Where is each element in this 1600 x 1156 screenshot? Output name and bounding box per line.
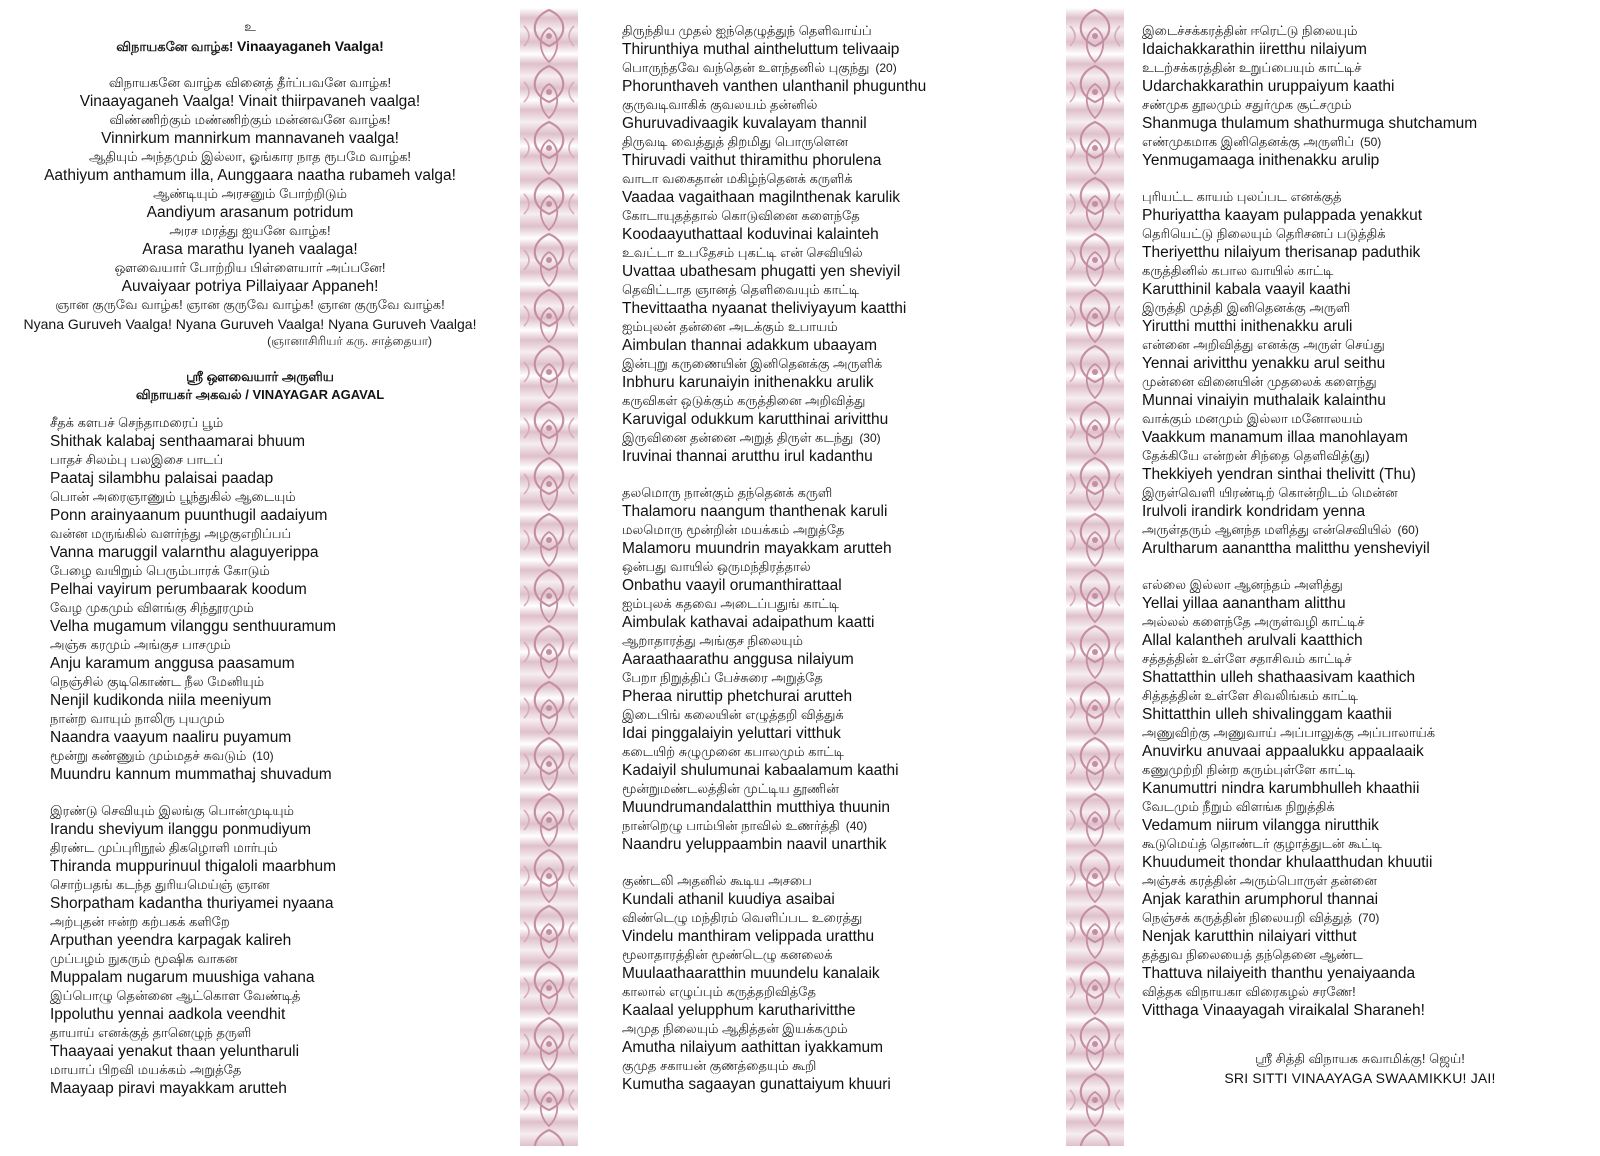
- verse-text-ta: குருவடிவாகிக் குவலயம் தன்னில்: [622, 97, 818, 112]
- verse-number: (70): [1358, 911, 1380, 925]
- stanza: [1142, 188, 1582, 558]
- verse-line-ta: [622, 207, 1062, 226]
- invocation-line-ta: ஆண்டியும் அரசனும் போற்றிடும்: [153, 186, 347, 201]
- verse-text-ta: இடைபிங் கலையின் எழுத்தறி வித்துக்: [622, 707, 844, 722]
- verse-text-ta: என்னை அறிவித்து எனக்கு அருள் செய்து: [1142, 337, 1385, 352]
- verse-line-en: Thekkiyeh yendran sinthai thelivitt (Thu): [1142, 465, 1416, 483]
- verse-text-ta: பொருந்தவே வந்தென் உளந்தனில் புகுந்து: [622, 60, 870, 75]
- verse-line-en: Iruvinai thannai arutthu irul kadanthu: [622, 447, 873, 465]
- closing-salutation: [1140, 1050, 1580, 1087]
- verse-text-ta: தலமொரு நான்கும் தந்தெனக் கருளி: [622, 485, 833, 500]
- verse-line-en: Paataj silambhu palaisai paadap: [50, 469, 274, 487]
- verse-line-en: Aimbulak kathavai adaipathum kaatti: [622, 613, 875, 631]
- verse-text-ta: கணுமுற்றி நின்ற கரும்புள்ளே காட்டி: [1142, 762, 1356, 777]
- invocation-line-ta: அரச மரத்து ஐயனே வாழ்க!: [169, 223, 331, 238]
- verse-line-ta: [50, 710, 510, 729]
- verse-line-ta: [1142, 373, 1582, 392]
- verse-line-en: Muundrumandalatthin mutthiya thuunin: [622, 798, 890, 816]
- verse-line-ta: [622, 1020, 1062, 1039]
- verse-line-en: Uvattaa ubathesam phugatti yen sheviyil: [622, 262, 901, 280]
- verse-line-ta: [622, 521, 1062, 540]
- verse-line-ta: [622, 558, 1062, 577]
- verse-text-ta: முன்னை வினையின் முதலைக் களைந்து: [1142, 374, 1377, 389]
- verse-text-ta: இடைச்சக்கரத்தின் ஈரெட்டு நிலையும்: [1142, 23, 1358, 38]
- verse-text-ta: பொன் அரைஞாணும் பூந்துகில் ஆடையும்: [50, 489, 296, 504]
- verse-text-ta: வேடமும் நீறும் விளங்க நிறுத்திக்: [1142, 799, 1335, 814]
- ornament-pattern-left: [520, 8, 578, 1146]
- verse-line-ta: [50, 1024, 510, 1043]
- verse-line-en: Aaraathaarathu anggusa nilaiyum: [622, 650, 854, 668]
- verse-line-en: Yenmugamaaga inithenakku arulip: [1142, 151, 1380, 169]
- verse-line-ta: [1142, 225, 1582, 244]
- verse-line-ta: [1142, 650, 1582, 669]
- verse-line-ta: [50, 414, 510, 433]
- verse-line-en: Kadaiyil shulumunai kabaalamum kaathi: [622, 761, 899, 779]
- verse-text-ta: உடற்சக்கரத்தின் உறுப்பையும் காட்டிச்: [1142, 60, 1362, 75]
- verse-column-1: [50, 414, 510, 1116]
- verse-line-en: Naandra vaayum naaliru puyamum: [50, 728, 292, 746]
- ornament-pattern-right: [1066, 8, 1124, 1146]
- verse-line-ta: [1142, 262, 1582, 281]
- verse-text-ta: ஐம்புலக் கதவை அடைப்பதுங் காட்டி: [622, 596, 839, 611]
- verse-line-en: Phuriyattha kaayam pulappada yenakkut: [1142, 206, 1423, 224]
- verse-line-ta: [1142, 946, 1582, 965]
- verse-line-en: Kundali athanil kuudiya asaibai: [622, 890, 835, 908]
- verse-line-en: Karutthinil kabala vaayil kaathi: [1142, 280, 1351, 298]
- invocation-lines: [10, 74, 490, 333]
- verse-line-ta: [622, 22, 1062, 41]
- invocation-line-en: Arasa marathu Iyaneh vaalaga!: [142, 240, 358, 258]
- verse-line-en: Anuvirku anuvaai appaalukku appaalaaik: [1142, 742, 1424, 760]
- verse-line-en: Idai pinggalaiyin yeluttari vitthuk: [622, 724, 841, 742]
- verse-line-en: Udarchakkarathin uruppaiyum kaathi: [1142, 77, 1395, 95]
- stanza: [622, 484, 1062, 854]
- verse-line-ta: [50, 488, 510, 507]
- verse-line-ta: [1142, 761, 1582, 780]
- verse-line-en: Irandu sheviyum ilanggu ponmudiyum: [50, 820, 312, 838]
- closing-ta: ஸ்ரீ சித்தி விநாயக சுவாமிக்கு! ஜெய்!: [1255, 1051, 1465, 1066]
- verse-line-ta: [622, 946, 1062, 965]
- verse-line-ta: [1142, 484, 1582, 503]
- verse-text-ta: அருள்தரும் ஆனந்த மளித்து என்செவியில்: [1142, 522, 1392, 537]
- verse-line-ta: [622, 909, 1062, 928]
- decorative-border-left: [520, 8, 578, 1146]
- invocation-line-en: Vinaayaganeh Vaalga! Vinait thiirpavaneh vaalga!: [79, 92, 421, 110]
- verse-line-ta: [50, 802, 510, 821]
- verse-text-ta: அணுவிற்கு அணுவாய் அப்பாலுக்கு அப்பாலாய்க்: [1142, 725, 1436, 740]
- stanza: [50, 414, 510, 784]
- verse-text-ta: வாடா வகைதான் மகிழ்ந்தெனக் கருளிக்: [622, 171, 853, 186]
- verse-text-ta: நான்றெழு பாம்பின் நாவில் உணர்த்தி: [622, 818, 840, 833]
- verse-text-ta: தேக்கியே என்றன் சிந்தை தெளிவித்(து): [1142, 448, 1370, 463]
- verse-line-ta: [622, 706, 1062, 725]
- verse-line-ta: [50, 636, 510, 655]
- verse-line-en: Thirunthiya muthal aintheluttum telivaaip: [622, 40, 900, 58]
- verse-line-ta: [1142, 909, 1582, 928]
- verse-line-en: Shanmuga thulamum shathurmuga shutchamum: [1142, 114, 1478, 132]
- verse-line-ta: [1142, 59, 1582, 78]
- verse-line-en: Muundru kannum mummathaj shuvadum: [50, 765, 332, 783]
- verse-line-en: Kumutha sagaayan gunattaiyum khuuri: [622, 1075, 891, 1093]
- verse-line-ta: [1142, 798, 1582, 817]
- verse-text-ta: சித்தத்தின் உள்ளே சிவலிங்கம் காட்டி: [1142, 688, 1358, 703]
- invocation-line-en: Aandiyum arasanum potridum: [146, 203, 354, 221]
- invocation-line-ta: ஔவையார் போற்றிய பிள்ளையார் அப்பனே!: [114, 260, 386, 275]
- verse-line-en: Arultharum aananttha malitthu yensheviyil: [1142, 539, 1430, 557]
- verse-line-en: Thevittaatha nyaanat theliviyayum kaatthi: [622, 299, 907, 317]
- verse-line-ta: [622, 817, 1062, 836]
- verse-line-en: Anjak karathin arumphorul thannai: [1142, 890, 1379, 908]
- verse-line-en: Pelhai vayirum perumbaarak koodum: [50, 580, 307, 598]
- verse-line-ta: [1142, 983, 1582, 1002]
- verse-line-en: Idaichakkarathin iiretthu nilaiyum: [1142, 40, 1367, 58]
- invocation-line-ta: விநாயகனே வாழ்க வினைத் தீர்ப்பவனே வாழ்க!: [108, 75, 392, 90]
- verse-line-ta: [622, 392, 1062, 411]
- verse-line-ta: [1142, 299, 1582, 318]
- verse-text-ta: தத்துவ நிலையைத் தந்தெனை ஆண்ட: [1142, 947, 1363, 962]
- verse-line-en: Thiranda muppurinuul thigaloli maarbhum: [50, 857, 337, 875]
- verse-text-ta: இன்புறு கருணையின் இனிதெனக்கு அருளிக்: [622, 356, 883, 371]
- verse-line-ta: [1142, 687, 1582, 706]
- verse-number: (60): [1397, 523, 1419, 537]
- verse-line-ta: [50, 876, 510, 895]
- verse-line-en: Allal kalantheh arulvali kaatthich: [1142, 631, 1363, 649]
- verse-line-en: Kaalaal yelupphum karutharivitthe: [622, 1001, 856, 1019]
- verse-text-ta: சொற்பதங் கடந்த துரியமெய்ஞ் ஞான: [50, 877, 270, 892]
- verse-line-en: Shittatthin ulleh shivalinggam kaathii: [1142, 705, 1392, 723]
- verse-text-ta: மலமொரு மூன்றின் மயக்கம் அறுத்தே: [622, 522, 845, 537]
- verse-text-ta: சீதக் களபச் செந்தாமரைப் பூம்: [50, 415, 224, 430]
- verse-line-en: Inbhuru karunaiyin inithenakku arulik: [622, 373, 874, 391]
- verse-text-ta: எண்முகமாக இனிதெனக்கு அருளிப்: [1142, 134, 1354, 149]
- verse-line-en: Thalamoru naangum thanthenak karuli: [622, 502, 888, 520]
- verse-line-en: Aimbulan thannai adakkum ubaayam: [622, 336, 878, 354]
- stanza: [1142, 22, 1582, 170]
- verse-line-ta: [1142, 96, 1582, 115]
- verse-text-ta: நான்ற வாயும் நாலிரு புயமும்: [50, 711, 225, 726]
- verse-number: (20): [875, 61, 897, 75]
- verse-line-en: Amutha nilaiyum aathittan iyakkamum: [622, 1038, 884, 1056]
- verse-line-en: Anju karamum anggusa paasamum: [50, 654, 295, 672]
- verse-line-ta: [50, 747, 510, 766]
- verse-text-ta: முப்பழம் நுகரும் மூஷிக வாகன: [50, 951, 238, 966]
- verse-line-en: Shattatthin ulleh shathaasivam kaathich: [1142, 668, 1416, 686]
- verse-text-ta: குமுத சகாயன் குணத்தையும் கூறி: [622, 1058, 817, 1073]
- agaval-heading-line1: ஸ்ரீ ஔவையார் அருளிய: [186, 369, 334, 384]
- verse-line-en: Khuudumeit thondar khulaatthudan khuutii: [1142, 853, 1433, 871]
- verse-text-ta: கருத்தினில் கபால வாயில் காட்டி: [1142, 263, 1334, 278]
- verse-line-en: Vitthaga Vinaayagah viraikalal Sharaneh!: [1142, 1001, 1425, 1019]
- verse-line-ta: [622, 595, 1062, 614]
- verse-column-3: [1142, 22, 1582, 1038]
- verse-text-ta: தெவிட்டாத ஞானத் தெளிவையும் காட்டி: [622, 282, 860, 297]
- verse-line-ta: [622, 1057, 1062, 1076]
- verse-line-ta: [1142, 835, 1582, 854]
- agaval-heading-line2: விநாயகர் அகவல் / VINAYAGAR AGAVAL: [135, 387, 385, 402]
- verse-line-ta: [50, 673, 510, 692]
- verse-line-ta: [1142, 447, 1582, 466]
- verse-text-ta: அற்புதன் ஈன்ற கற்பகக் களிறே: [50, 914, 230, 929]
- verse-line-en: Vindelu manthiram velippada uratthu: [622, 927, 875, 945]
- invocation-line-ta: ஞான குருவே வாழ்க! ஞான குருவே வாழ்க! ஞான குருவே வாழ்க!: [55, 297, 445, 312]
- verse-line-en: Maayaap piravi mayakkam arutteh: [50, 1079, 287, 1097]
- verse-line-ta: [50, 599, 510, 618]
- verse-line-ta: [622, 743, 1062, 762]
- invocation-line-ta: விண்ணிற்கும் மண்ணிற்கும் மன்னவனே வாழ்க!: [109, 112, 391, 127]
- stanza: [622, 872, 1062, 1094]
- verse-line-en: Munnai vinaiyin muthalaik kalainthu: [1142, 391, 1386, 409]
- verse-text-ta: பாதச் சிலம்பு பலஇசை பாடப்: [50, 452, 224, 467]
- verse-text-ta: மூன்றுமண்டலத்தின் முட்டிய தூணின்: [622, 781, 839, 796]
- verse-text-ta: திருந்திய முதல் ஐந்தெழுத்துந் தெளிவாய்ப்: [622, 23, 872, 38]
- verse-line-ta: [50, 525, 510, 544]
- verse-line-ta: [622, 96, 1062, 115]
- verse-line-ta: [1142, 410, 1582, 429]
- verse-line-en: Vanna maruggil valarnthu alaguyerippa: [50, 543, 319, 561]
- verse-line-en: Nenjil kudikonda niila meeniyum: [50, 691, 272, 709]
- verse-line-en: Ponn arainyaanum puunthugil aadaiyum: [50, 506, 328, 524]
- verse-line-ta: [622, 355, 1062, 374]
- verse-line-ta: [50, 839, 510, 858]
- verse-text-ta: இருள்வெளி யிரண்டிற் கொன்றிடம் மென்ன: [1142, 485, 1398, 500]
- verse-line-en: Muulaathaaratthin muundelu kanalaik: [622, 964, 880, 982]
- verse-line-en: Naandru yeluppaambin naavil unarthik: [622, 835, 887, 853]
- invocation-block: [10, 18, 490, 349]
- verse-text-ta: ஆறாதாரத்து அங்குச நிலையும்: [622, 633, 803, 648]
- verse-text-ta: உவட்டா உபதேசம் புகட்டி என் செவியில்: [622, 245, 863, 260]
- verse-column-2: [622, 22, 1062, 1112]
- invocation-line-en: Auvaiyaar potriya Pillaiyaar Appaneh!: [121, 277, 379, 295]
- verse-line-en: Velha mugamum vilanggu senthuuramum: [50, 617, 337, 635]
- verse-line-ta: [622, 59, 1062, 78]
- verse-line-ta: [622, 872, 1062, 891]
- verse-number: (50): [1359, 135, 1382, 149]
- verse-line-en: Ippoluthu yennai aadkola veendhit: [50, 1005, 286, 1023]
- verse-text-ta: வித்தக விநாயகா விரைகழல் சரணே!: [1142, 984, 1356, 999]
- verse-line-ta: [622, 632, 1062, 651]
- verse-line-ta: [1142, 22, 1582, 41]
- invocation-line-ta: ஆதியும் அந்தமும் இல்லா, ஓங்கார நாத ரூபமே வாழ்க!: [88, 149, 412, 164]
- verse-line-ta: [622, 780, 1062, 799]
- verse-line-en: Vedamum niirum vilangga nirutthik: [1142, 816, 1379, 834]
- verse-line-en: Vaakkum manamum illaa manohlayam: [1142, 428, 1408, 446]
- verse-line-en: Shorpatham kadantha thuriyamei nyaana: [50, 894, 334, 912]
- verse-text-ta: இப்பொழு தென்னை ஆட்கொள வேண்டித்: [50, 988, 301, 1003]
- agaval-heading: [0, 368, 520, 404]
- invocation-title-ta: விநாயகனே வாழ்க!: [116, 38, 234, 54]
- decorative-border-right: [1066, 8, 1124, 1146]
- verse-text-ta: பேறா நிறுத்திப் பேச்சுரை அறுத்தே: [622, 670, 823, 685]
- verse-text-ta: தாயாய் எனக்குத் தானெழுந் தருளி: [50, 1025, 252, 1040]
- verse-line-ta: [622, 484, 1062, 503]
- verse-line-ta: [622, 244, 1062, 263]
- verse-text-ta: குண்டலி அதனில் கூடிய அசபை: [622, 873, 812, 888]
- verse-line-ta: [50, 987, 510, 1006]
- invocation-title-en: Vinaayaganeh Vaalga!: [236, 37, 384, 54]
- verse-text-ta: திருவடி வைத்துத் திறமிது பொருளென: [622, 134, 848, 149]
- verse-line-ta: [1142, 133, 1582, 152]
- verse-text-ta: மூலாதாரத்தின் மூண்டெழு கனலைக்: [622, 947, 833, 962]
- verse-line-en: Shithak kalabaj senthaamarai bhuum: [50, 432, 306, 450]
- verse-line-en: Muppalam nugarum muushiga vahana: [50, 968, 315, 986]
- verse-text-ta: விண்டெழு மந்திரம் வெளிப்பட உரைத்து: [622, 910, 863, 925]
- verse-line-ta: [50, 451, 510, 470]
- verse-line-en: Onbathu vaayil orumanthirattaal: [622, 576, 842, 594]
- verse-text-ta: இரண்டு செவியும் இலங்கு பொன்முடியும்: [50, 803, 294, 818]
- verse-line-en: Theriyetthu nilaiyum therisanap paduthik: [1142, 243, 1421, 261]
- verse-text-ta: பேழை வயிறும் பெரும்பாரக் கோடும்: [50, 563, 270, 578]
- closing-en: SRI SITTI VINAAYAGA SWAAMIKKU! JAI!: [1224, 1069, 1496, 1086]
- verse-line-ta: [622, 318, 1062, 337]
- verse-line-en: Thiruvadi vaithut thiramithu phorulena: [622, 151, 882, 169]
- verse-line-en: Thaayaai yenakut thaan yeluntharuli: [50, 1042, 300, 1060]
- verse-text-ta: திரண்ட முப்புரிநூல் திகழொளி மார்பும்: [50, 840, 278, 855]
- verse-line-ta: [50, 1061, 510, 1080]
- verse-text-ta: கோடாயுதத்தால் கொடுவினை களைந்தே: [622, 208, 860, 223]
- verse-line-en: Yellai yillaa aanantham alitthu: [1142, 594, 1346, 612]
- verse-line-ta: [1142, 613, 1582, 632]
- verse-number: (40): [845, 819, 868, 833]
- verse-text-ta: அமுத நிலையும் ஆதித்தன் இயக்கமும்: [622, 1021, 848, 1036]
- verse-text-ta: கூடுமெய்த் தொண்டர் குழாத்துடன் கூட்டி: [1142, 836, 1382, 851]
- verse-text-ta: சண்முக தூலமும் சதுர்முக சூட்சமும்: [1142, 97, 1352, 112]
- verse-line-ta: [50, 950, 510, 969]
- verse-text-ta: மூன்று கண்ணும் மும்மதச் சுவடும்: [50, 748, 247, 763]
- invocation-line-en: Aathiyum anthamum illa, Aunggaara naatha rubameh valga!: [44, 166, 456, 184]
- verse-text-ta: கருவிகள் ஒடுக்கும் கருத்தினை அறிவித்து: [622, 393, 866, 408]
- verse-line-en: Koodaayuthattaal koduvinai kalainteh: [622, 225, 879, 243]
- verse-line-ta: [50, 913, 510, 932]
- verse-line-ta: [1142, 724, 1582, 743]
- verse-line-en: Vaadaa vagaithaan magilnthenak karulik: [622, 188, 901, 206]
- verse-line-en: Phorunthaveh vanthen ulanthanil phugunthu: [622, 77, 927, 95]
- verse-line-en: Thattuva nilaiyeith thanthu yenaiyaanda: [1142, 964, 1416, 982]
- verse-text-ta: காலால் எழுப்பும் கருத்தறிவித்தே: [622, 984, 816, 999]
- verse-text-ta: வன்ன மருங்கில் வளர்ந்து அழகுஎறிப்பப்: [50, 526, 292, 541]
- verse-line-en: Yennai arivitthu yenakku arul seithu: [1142, 354, 1386, 372]
- invocation-line-en: Vinnirkum mannirkum mannavaneh vaalga!: [101, 129, 399, 147]
- stanza: [1142, 576, 1582, 1020]
- verse-line-ta: [1142, 336, 1582, 355]
- invocation-title: [10, 37, 490, 57]
- verse-line-ta: [50, 562, 510, 581]
- verse-text-ta: வாக்கும் மனமும் இல்லா மனோலயம்: [1142, 411, 1363, 426]
- verse-text-ta: அஞ்சு கரமும் அங்குச பாசமும்: [50, 637, 231, 652]
- verse-line-ta: [622, 669, 1062, 688]
- verse-line-en: Malamoru muundrin mayakkam arutteh: [622, 539, 892, 557]
- verse-text-ta: அல்லல் களைந்தே அருள்வழி காட்டிச்: [1142, 614, 1365, 629]
- verse-line-en: Yirutthi mutthi inithenakku aruli: [1142, 317, 1353, 335]
- verse-line-ta: [622, 281, 1062, 300]
- verse-text-ta: மாயாப் பிறவி மயக்கம் அறுத்தே: [50, 1062, 242, 1077]
- verse-text-ta: அஞ்சக் கரத்தின் அரும்பொருள் தன்னை: [1142, 873, 1377, 888]
- stanza: [622, 22, 1062, 466]
- verse-line-en: Nenjak karutthin nilaiyari vitthut: [1142, 927, 1357, 945]
- verse-text-ta: ஐம்புலன் தன்னை அடக்கும் உபாயம்: [622, 319, 838, 334]
- invocation-line-en: Nyana Guruveh Vaalga! Nyana Guruveh Vaalga! Nyana Guruveh Vaalga!: [23, 315, 477, 332]
- verse-text-ta: நெஞ்சில் குடிகொண்ட நீல மேனியும்: [50, 674, 265, 689]
- stanza: [50, 802, 510, 1098]
- verse-line-ta: [622, 983, 1062, 1002]
- verse-line-ta: [622, 133, 1062, 152]
- verse-number: (30): [859, 431, 881, 445]
- verse-line-ta: [1142, 576, 1582, 595]
- verse-text-ta: வேழ முகமும் விளங்கு சிந்தூரமும்: [50, 600, 254, 615]
- verse-line-en: Arputhan yeendra karpagak kalireh: [50, 931, 292, 949]
- verse-text-ta: இருவினை தன்னை அறுத் திருள் கடந்து: [622, 430, 854, 445]
- verse-line-ta: [1142, 521, 1582, 540]
- top-mark: உ: [244, 19, 256, 34]
- verse-line-en: Irulvoli irandirk kondridam yenna: [1142, 502, 1366, 520]
- verse-number: (10): [252, 749, 274, 763]
- verse-text-ta: தெரியெட்டு நிலையும் தெரிசனப் படுத்திக்: [1142, 226, 1386, 241]
- verse-text-ta: சத்தத்தின் உள்ளே சதாசிவம் காட்டிச்: [1142, 651, 1352, 666]
- verse-line-ta: [622, 429, 1062, 448]
- verse-text-ta: கடையிற் சுழுமுனை கபாலமும் காட்டி: [622, 744, 844, 759]
- signature: (ஞானாசிரியர் கரு. சாத்தையா): [267, 334, 432, 348]
- verse-line-en: Ghuruvadivaagik kuvalayam thannil: [622, 114, 867, 132]
- verse-text-ta: நெஞ்சக் கருத்தின் நிலையறி வித்துத்: [1142, 910, 1353, 925]
- verse-line-en: Pheraa niruttip phetchurai arutteh: [622, 687, 853, 705]
- verse-line-ta: [1142, 188, 1582, 207]
- verse-line-ta: [1142, 872, 1582, 891]
- verse-line-en: Kanumuttri nindra karumbhulleh khaathii: [1142, 779, 1420, 797]
- verse-text-ta: புரியட்ட காயம் புலப்பட எனக்குத்: [1142, 189, 1342, 204]
- verse-text-ta: எல்லை இல்லா ஆனந்தம் அளித்து: [1142, 577, 1343, 592]
- verse-text-ta: இருத்தி முத்தி இனிதெனக்கு அருளி: [1142, 300, 1351, 315]
- verse-text-ta: ஒன்பது வாயில் ஒருமந்திரத்தால்: [622, 559, 811, 574]
- verse-line-ta: [622, 170, 1062, 189]
- verse-line-en: Karuvigal odukkum karutthinai arivitthu: [622, 410, 889, 428]
